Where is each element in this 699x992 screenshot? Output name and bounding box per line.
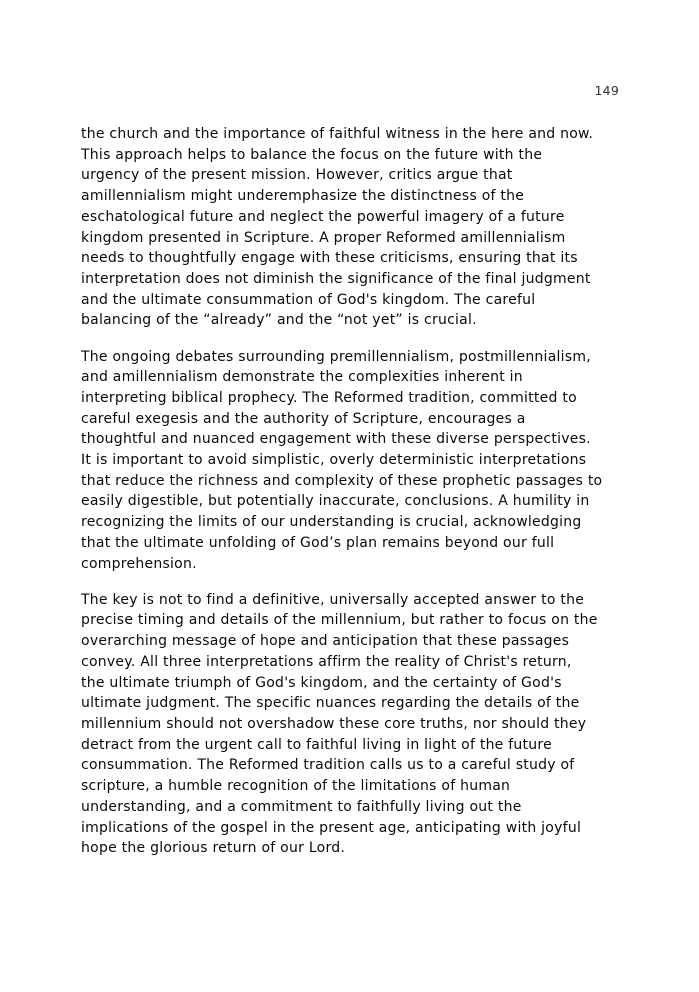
text-line: overarching message of hope and anticipation that these passages <box>81 633 570 650</box>
text-line: The ongoing debates surrounding premillennialism, postmillennialism, <box>81 348 591 365</box>
text-line: interpretation does not diminish the significance of the final judgment <box>81 270 591 287</box>
text-line: needs to thoughtfully engage with these criticisms, ensuring that its <box>81 250 578 267</box>
text-line: kingdom presented in Scripture. A proper Reformed amillennialism <box>81 229 566 246</box>
text-line: easily digestible, but potentially inaccurate, conclusions. A humility in <box>81 493 590 510</box>
text-line: that the ultimate unfolding of God’s plan remains beyond our full <box>81 534 555 551</box>
text-line: detract from the urgent call to faithful living in light of the future <box>81 736 552 753</box>
text-line: thoughtful and nuanced engagement with these diverse perspectives. <box>81 431 591 448</box>
text-line: hope the glorious return of our Lord. <box>81 840 346 857</box>
text-line: recognizing the limits of our understanding is crucial, acknowledging <box>81 514 582 531</box>
text-line: careful exegesis and the authority of Scripture, encourages a <box>81 410 526 427</box>
text-line: ultimate judgment. The specific nuances regarding the details of the <box>81 695 580 712</box>
text-line: the church and the importance of faithful witness in the here and now. <box>81 126 594 142</box>
text-line: balancing of the “already” and the “not yet” is crucial. <box>81 312 477 329</box>
text-line: convey. All three interpretations affirm the reality of Christ's return, <box>81 653 572 670</box>
text-line: that reduce the richness and complexity of these prophetic passages to <box>81 472 603 489</box>
text-line: The key is not to find a definitive, universally accepted answer to the <box>81 591 585 608</box>
text-line: and the ultimate consummation of God's kingdom. The careful <box>81 291 536 308</box>
paragraph <box>81 590 626 859</box>
text-line: eschatological future and neglect the powerful imagery of a future <box>81 208 565 225</box>
text-line: implications of the gospel in the present age, anticipating with joyful <box>81 819 582 836</box>
text-line: the ultimate triumph of God's kingdom, and the certainty of God's <box>81 674 562 691</box>
text-line: understanding, and a commitment to faithfully living out the <box>81 798 522 815</box>
page-number: 149 <box>594 83 619 98</box>
paragraph <box>81 124 626 331</box>
text-line: urgency of the present mission. However, critics argue that <box>81 167 513 184</box>
text-line: millennium should not overshadow these core truths, nor should they <box>81 715 587 732</box>
text-line: interpreting biblical prophecy. The Reformed tradition, committed to <box>81 389 577 406</box>
page-body <box>81 124 626 874</box>
text-line: precise timing and details of the millennium, but rather to focus on the <box>81 612 598 629</box>
paragraph <box>81 347 626 575</box>
text-line: It is important to avoid simplistic, overly deterministic interpretations <box>81 452 587 469</box>
text-line: amillennialism might underemphasize the distinctness of the <box>81 188 525 205</box>
text-line: comprehension. <box>81 555 197 572</box>
text-line: scripture, a humble recognition of the limitations of human <box>81 778 511 795</box>
text-line: and amillennialism demonstrate the complexities inherent in <box>81 369 523 386</box>
text-line: consummation. The Reformed tradition calls us to a careful study of <box>81 757 575 774</box>
text-line: This approach helps to balance the focus on the future with the <box>81 146 543 163</box>
